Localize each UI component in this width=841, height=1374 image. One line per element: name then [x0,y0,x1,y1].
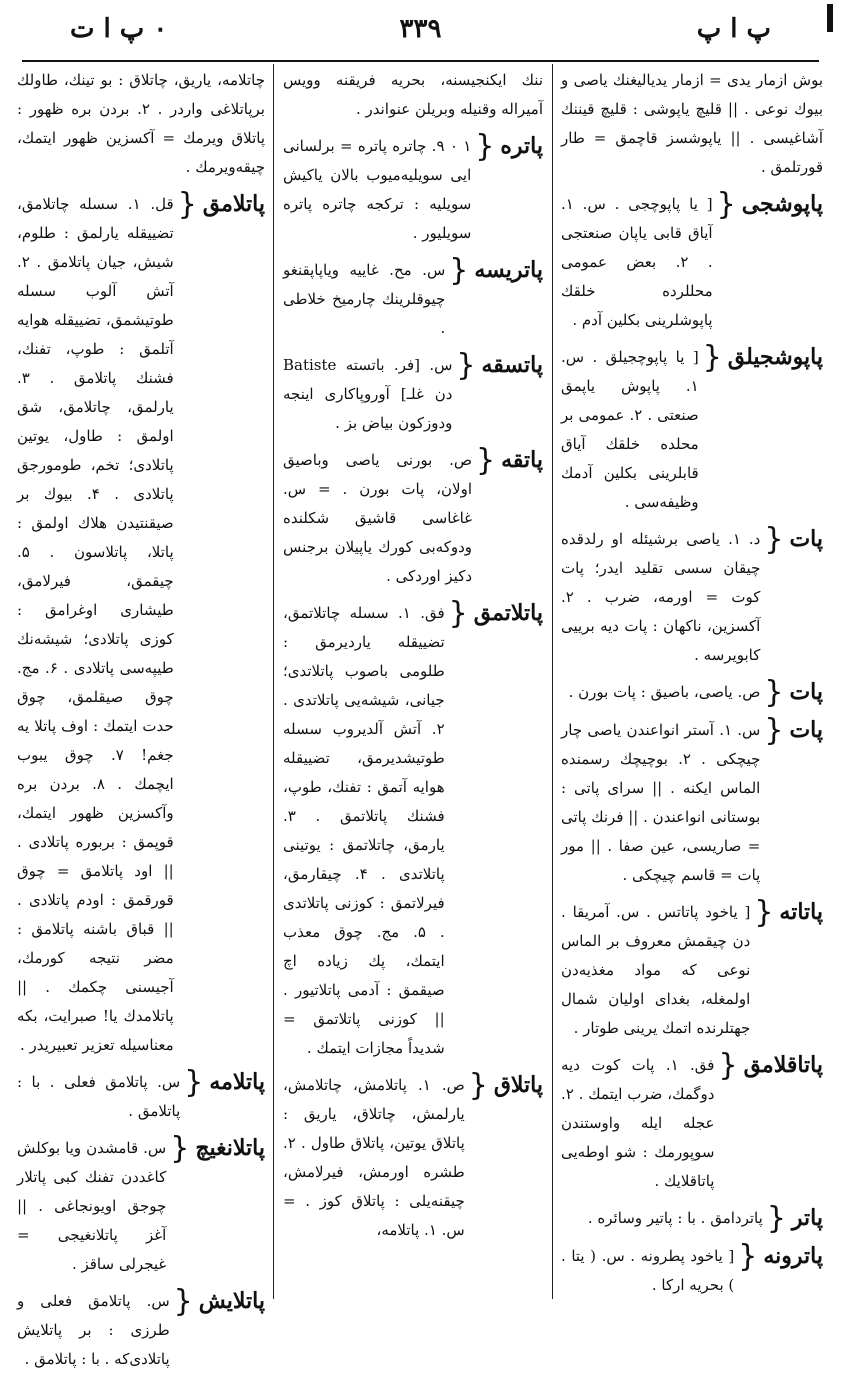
dictionary-entry [17,1131,265,1279]
dictionary-entry [561,713,823,890]
column-divider-right [552,64,553,1299]
definition: س. پاتلامق فعلی و طرزی : بر پاتلایش پاتلادی‌كه . با : پاتلامق . [17,1292,170,1368]
definition: د. ۱. یاصی برشیئله او رلدقده چیقان سسی تقلید ایدر؛ پات كوت = اورمه، ضرب . ۲. آكسزین، ناكهان : پات دیه برییی كابویرسه . [561,530,761,664]
brace-glyph: { [754,895,774,930]
brace-glyph: { [170,1131,190,1166]
middle-column [283,66,543,1294]
headword: پاتلاتمق [473,600,543,626]
headword: پاتر [791,1205,823,1231]
headword: پاتقه [501,447,543,473]
definition: [ یاخود پطرونه . س. ( یتا . ) بحریه اركا . [561,1247,735,1294]
dictionary-entry [283,253,543,343]
definition: س. [فر. باتسته Batiste دن غلـ] آوروپاكاری اینجه ودوزكون بیاض بز . [283,356,453,432]
dictionary-entry [561,187,823,335]
definition: س. مح. غاییه ویاپاپقنغو چیوقلرینك چارمیخ خلاطی . [283,261,446,337]
dictionary-entry [283,596,543,1063]
brace-glyph: { [716,187,736,222]
header-rule [22,60,819,62]
dictionary-entry [17,1284,265,1374]
headword: پاپوشجیلق [727,344,823,370]
header-right-guideword: پ ا پ [696,14,771,44]
headword: پاتره [500,133,543,159]
dictionary-entry [17,187,265,1060]
brace-glyph: { [718,1048,738,1083]
brace-glyph: { [456,348,476,383]
continuation-text: چاتلامه، یاریق، چاتلاق : بو تینك، طاولك برپاتلاغی واردر . ۲. بردن بره ظهور : پاتلاق ویرمك = آكسزین ظهور ایتمك، چیقه‌ویرمك . [17,71,265,176]
page-number: ۳۳۹ [399,14,442,44]
definition: [ یا پاپوچجیلق . س. ۱. پاپوش یاپمق صنعتی . ۲. عمومی بر محلده خلقك آیاق قابلرینی بكلین آدمك وظیفه‌سی . [561,348,699,511]
definition: ص. بورنی یاصی وباصیق اولان، پات بورن . = س. غاغاسی قاشیق شكلنده ودوكه‌بی كورك یاپیلان برجنس دكیز اوردكی . [283,451,473,585]
header-left-guideword: ۰ پ ا ت [70,14,168,44]
dictionary-entry [561,675,823,710]
column-divider-left [273,64,274,1299]
headword: پاتلایش [198,1288,265,1314]
headword: پات [789,717,823,743]
brace-glyph: { [764,713,784,748]
definition: س. ۱. آستر انواعندن یاصی چار چیچكی . ۲. بوچیچك رسمنده الماس ایكنه . || سرای پاتی : بوستانی انواعندن . || فرنك پاتی = صاریسی، عین صفا . || مور پات = قاسم چیچكی . [561,721,761,884]
brace-glyph: { [764,522,784,557]
dictionary-entry [283,348,543,438]
brace-glyph: { [702,340,722,375]
dictionary-entry [561,1201,823,1236]
definition: ۱ ۰ ۹. چاتره پاتره = برلسانی ایی سویلیه‌میوب بالان یاكیش سویلیه : تركجه چاتره پاتره سویلیور . [283,137,472,242]
definition: [ یا پاپوچجی . س. ۱. آیاق قابی یاپان صنعتجی . ۲. بعض عمومی محللرده خلقك پاپوشلرینی بكلین آدم . [561,195,713,329]
brace-glyph: { [449,253,469,288]
brace-glyph: { [764,675,784,710]
headword: پاتاته [779,899,823,925]
dictionary-entry [561,895,823,1043]
headword: پاتلاق [493,1072,543,1098]
brace-glyph: { [184,1065,204,1100]
headword: پاتریسه [474,257,543,283]
page-header [0,0,841,60]
definition: ص. ۱. پاتلامش، چاتلامش، یارلمش، چاتلاق، یاریق : پاتلاق یوتین، پاتلاق طاول . ۲. طشره اورمش، فیرلامش، چیقنه‌یلی : پاتلاق كوز . = س. ۱. پاتلامه، [283,1076,465,1239]
brace-glyph: { [448,596,468,631]
headword: پات [789,679,823,705]
continuation-text: ننك ایكنجیسنه، بحریه فریقنه وویس آمیراله وقنیله وبریلن عنواندر . [283,71,543,118]
definition: فق. ۱. سسله چاتلاتمق، تضییقله یاردیرمق : طلومی باصوب پاتلاتدی؛ جیانی، شیشه‌یی پاتلاتدی . ۲. آتش آلدیروب سسله طوتیشدیرمق، تضییقله هوایه آتمق : تفنك، طوپ، فشنك پاتلاتمق . ۳. یارمق، چاتلاتمق : یوتینی پاتلاتدی . ۴. چیقارمق، فیرلاتمق : كوزنی پاتلاتدی . ۵. مج. چوق معذب ایتمك، پك زیاده اچ صیقمق : آدمی پاتلاتیور . || كوزنی پاتلاتمق = شدیداً مجازات ایتمك . [283,604,445,1057]
right-column [561,66,823,1294]
dictionary-entry [283,129,543,248]
dictionary-entry [561,1048,823,1196]
dictionary-entry [561,1239,823,1300]
definition: پاتردامق . با : پاتیر وسائره . [587,1209,763,1227]
brace-glyph: { [766,1201,786,1236]
dictionary-entry [283,443,543,591]
definition: س. قامشدن ویا بوكلش كاغددن تفنك كبی پاتلار چوجق اویونجاغی . || آغز پاتلانغیجی = غیجرلی ساقز . [17,1139,167,1273]
headword: پاترونه [763,1243,823,1269]
definition: قل. ۱. سسله چاتلامق، تضییقله یارلمق : طلوم، شیش، جیان پاتلامق . ۲. آتش آلوب سسله طوتیشمق، تضییقله هوایه آتلمق : طوپ، تفنك، فشنك پاتلامق . ۳. یارلمق، چاتلامق، شق اولمق : طاول، یوتین پاتلادی؛ تخم، طومورجق پاتلادی . ۴. بیوك بر صیقنتیدن هلاك اولمق : پاتلا، پاتلاسون . ۵. چیقمق، فیرلامق، طیشاری اوغرامق : كوزی پاتلادی؛ شیشه‌نك طیپه‌سی پاتلادی . ۶. مج. چوق صیقلمق، چوق حدت ایتمك : اوف پاتلا یه جغم! ۷. چوق یبوب ایچمك . ۸. بردن بره وآكسزین ظهور ایتمك، قوپمق : بربوره پاتلادی . || اود پاتلامق = چوق قورقمق : اودم پاتلادی . || قباق باشنه پاتلامق : مضر نتیجه كورمك، آجیسنی چكمك . || پاتلامدك یا! صبرایت، بكه معناسیله تعزیر تعبیریدر . [17,195,174,1054]
headword: پاتلامه [209,1069,265,1095]
dictionary-entry [561,522,823,670]
dictionary-entry [561,340,823,517]
headword: پاتلامق [202,191,265,217]
headword: پات [789,526,823,552]
headword: پاتاقلامق [743,1052,823,1078]
headword: پاتسقه [481,352,543,378]
brace-glyph: { [468,1068,488,1103]
headword: پاتلانغیچ [195,1135,265,1161]
brace-glyph: { [476,443,496,478]
definition: [ یاخود پاتاتس . س. آمریقا . دن چیقمش معروف بر الماس نوعی كه مواد مغذیه‌دن اولمغله، بغدای اولیان شمال جهتلرنده اتمك یرینی طوتار . [561,903,751,1037]
definition: فق. ۱. پات كوت دیه دوگمك، ضرب ایتمك . ۲. عجله ایله واوستندن سوپورمك : شو اوطه‌یی پاتاقلایك . [561,1056,715,1190]
definition: س. پاتلامق فعلی . با : پاتلامق . [17,1073,181,1120]
dictionary-entry [283,1068,543,1245]
brace-glyph: { [177,187,197,222]
left-column [17,66,265,1368]
definition: ص. یاصی، باصیق : پات بورن . [568,683,761,701]
continuation-text: بوش ازمار یدی = ازمار یدیالیغنك یاصی و بیوك نوعی . || قلیچ یاپوشی : قلیچ قیننك آشاغیسی . || یاپوشسز قاچمق = طار قورتلمق . [561,71,823,176]
headword: پاپوشجی [741,191,823,217]
brace-glyph: { [173,1284,193,1319]
brace-glyph: { [738,1239,758,1274]
dictionary-entry [17,1065,265,1126]
brace-glyph: { [475,129,495,164]
page-edge-mark [827,4,833,32]
